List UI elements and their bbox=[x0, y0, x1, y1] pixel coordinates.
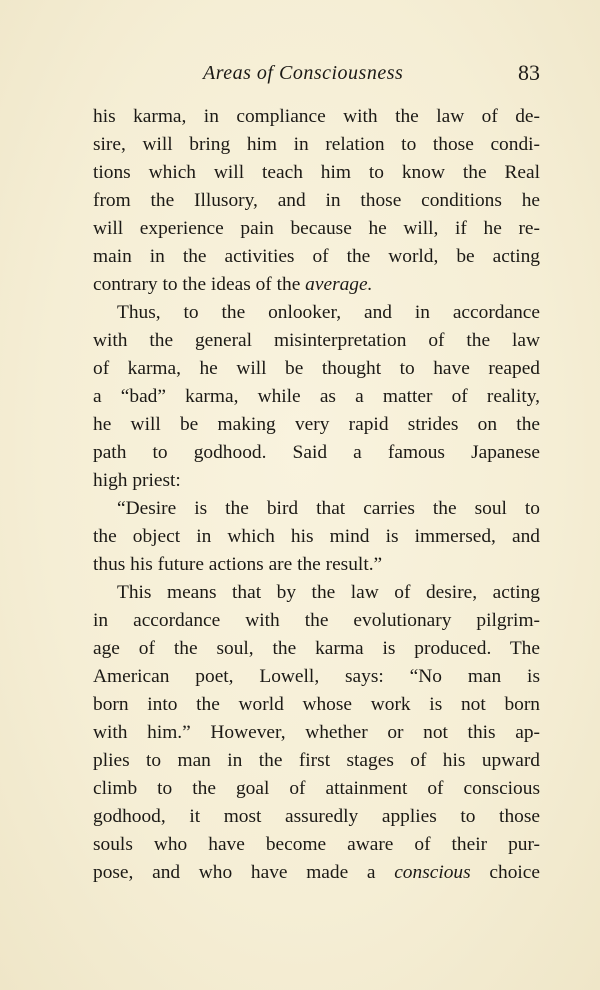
text-line: a “bad” karma, while as a matter of reality, bbox=[93, 386, 540, 407]
running-head bbox=[93, 58, 540, 88]
text-line: age of the soul, the karma is produced. The bbox=[93, 638, 540, 659]
text-line: his karma, in compliance with the law of de- bbox=[93, 106, 540, 127]
text-line: godhood, it most assuredly applies to those bbox=[93, 806, 540, 827]
text-segment: choice bbox=[470, 862, 540, 883]
running-title: Areas of Consciousness bbox=[203, 62, 404, 84]
text-line: tions which will teach him to know the Real bbox=[93, 162, 540, 183]
text-line: This means that by the law of desire, acting bbox=[117, 582, 540, 603]
text-line: thus his future actions are the result.” bbox=[93, 554, 383, 575]
text-line: climb to the goal of attainment of conscious bbox=[93, 778, 540, 799]
text-line: born into the world whose work is not born bbox=[93, 694, 540, 715]
text-line bbox=[93, 859, 540, 887]
emphasized-word: conscious bbox=[394, 862, 471, 883]
text-line: souls who have become aware of their pur- bbox=[93, 834, 540, 855]
text-line: sire, will bring him in relation to those condi- bbox=[93, 134, 540, 155]
text-line: main in the activities of the world, be acting bbox=[93, 246, 540, 267]
emphasized-word: average. bbox=[305, 274, 373, 295]
text-line: Thus, to the onlooker, and in accordance bbox=[117, 302, 540, 323]
text-line: with the general misinterpretation of the law bbox=[93, 330, 540, 351]
text-line: from the Illusory, and in those conditions he bbox=[93, 190, 540, 211]
text-line: path to godhood. Said a famous Japanese bbox=[93, 442, 540, 463]
text-line: of karma, he will be thought to have reaped bbox=[93, 358, 540, 379]
text-line bbox=[93, 271, 540, 299]
text-line: high priest: bbox=[93, 470, 181, 491]
text-line: plies to man in the first stages of his upward bbox=[93, 750, 540, 771]
text-line: will experience pain because he will, if he re- bbox=[93, 218, 540, 239]
text-line: American poet, Lowell, says: “No man is bbox=[93, 666, 540, 687]
text-line: “Desire is the bird that carries the soul to bbox=[117, 498, 540, 519]
text-line: the object in which his mind is immersed, and bbox=[93, 526, 540, 547]
text-line: he will be making very rapid strides on the bbox=[93, 414, 540, 435]
body-text bbox=[93, 103, 540, 887]
text-segment: pose, and who have made a bbox=[93, 862, 395, 883]
page-number: 83 bbox=[518, 60, 540, 85]
text-line: in accordance with the evolutionary pilgrim- bbox=[93, 610, 540, 631]
text-segment: contrary to the ideas of the bbox=[93, 274, 306, 295]
text-line: with him.” However, whether or not this ap- bbox=[93, 722, 540, 743]
